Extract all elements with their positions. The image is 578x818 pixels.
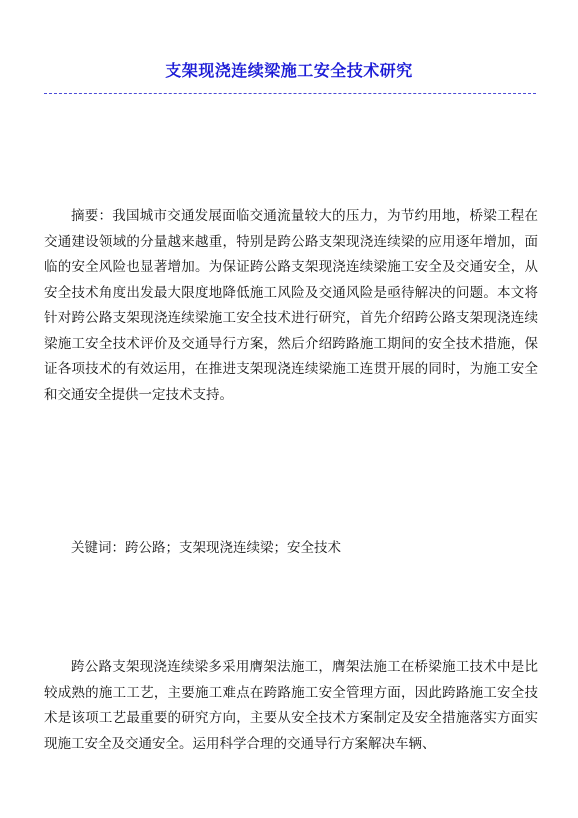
document-title: 支架现浇连续梁施工安全技术研究 [165,61,413,80]
keywords-line: 关键词：跨公路；支架现浇连续梁；安全技术 [71,540,341,556]
body-paragraph: 跨公路支架现浇连续梁多采用膺架法施工，膺架法施工在桥梁施工技术中是比较成熟的施工工艺，主要施工难点在跨路施工安全管理方面，因此跨路施工安全技术是该项工艺最重要的研究方向，主要从安全技术方案制定及安全措施落实方面实现施工安全及交通安全。运用科学合理的交通导行方案解决车辆、 [44,659,538,752]
title-divider [44,93,536,94]
abstract-paragraph: 摘要：我国城市交通发展面临交通流量较大的压力，为节约用地，桥梁工程在交通建设领域的分量越来越重，特别是跨公路支架现浇连续梁的应用逐年增加，面临的安全风险也显著增加。为保证跨公路支架现浇连续梁施工安全及交通安全，从安全技术角度出发最大限度地降低施工风险及交通风险是亟待解决的问题。本文将针对跨公路支架现浇连续梁施工安全技术进行研究，首先介绍跨公路支架现浇连续梁施工安全技术评价及交通导行方案，然后介绍跨路施工期间的安全技术措施，保证各项技术的有效运用，在推进支架现浇连续梁施工连贯开展的同时，为施工安全和交通安全提供一定技术支持。 [44,208,538,403]
